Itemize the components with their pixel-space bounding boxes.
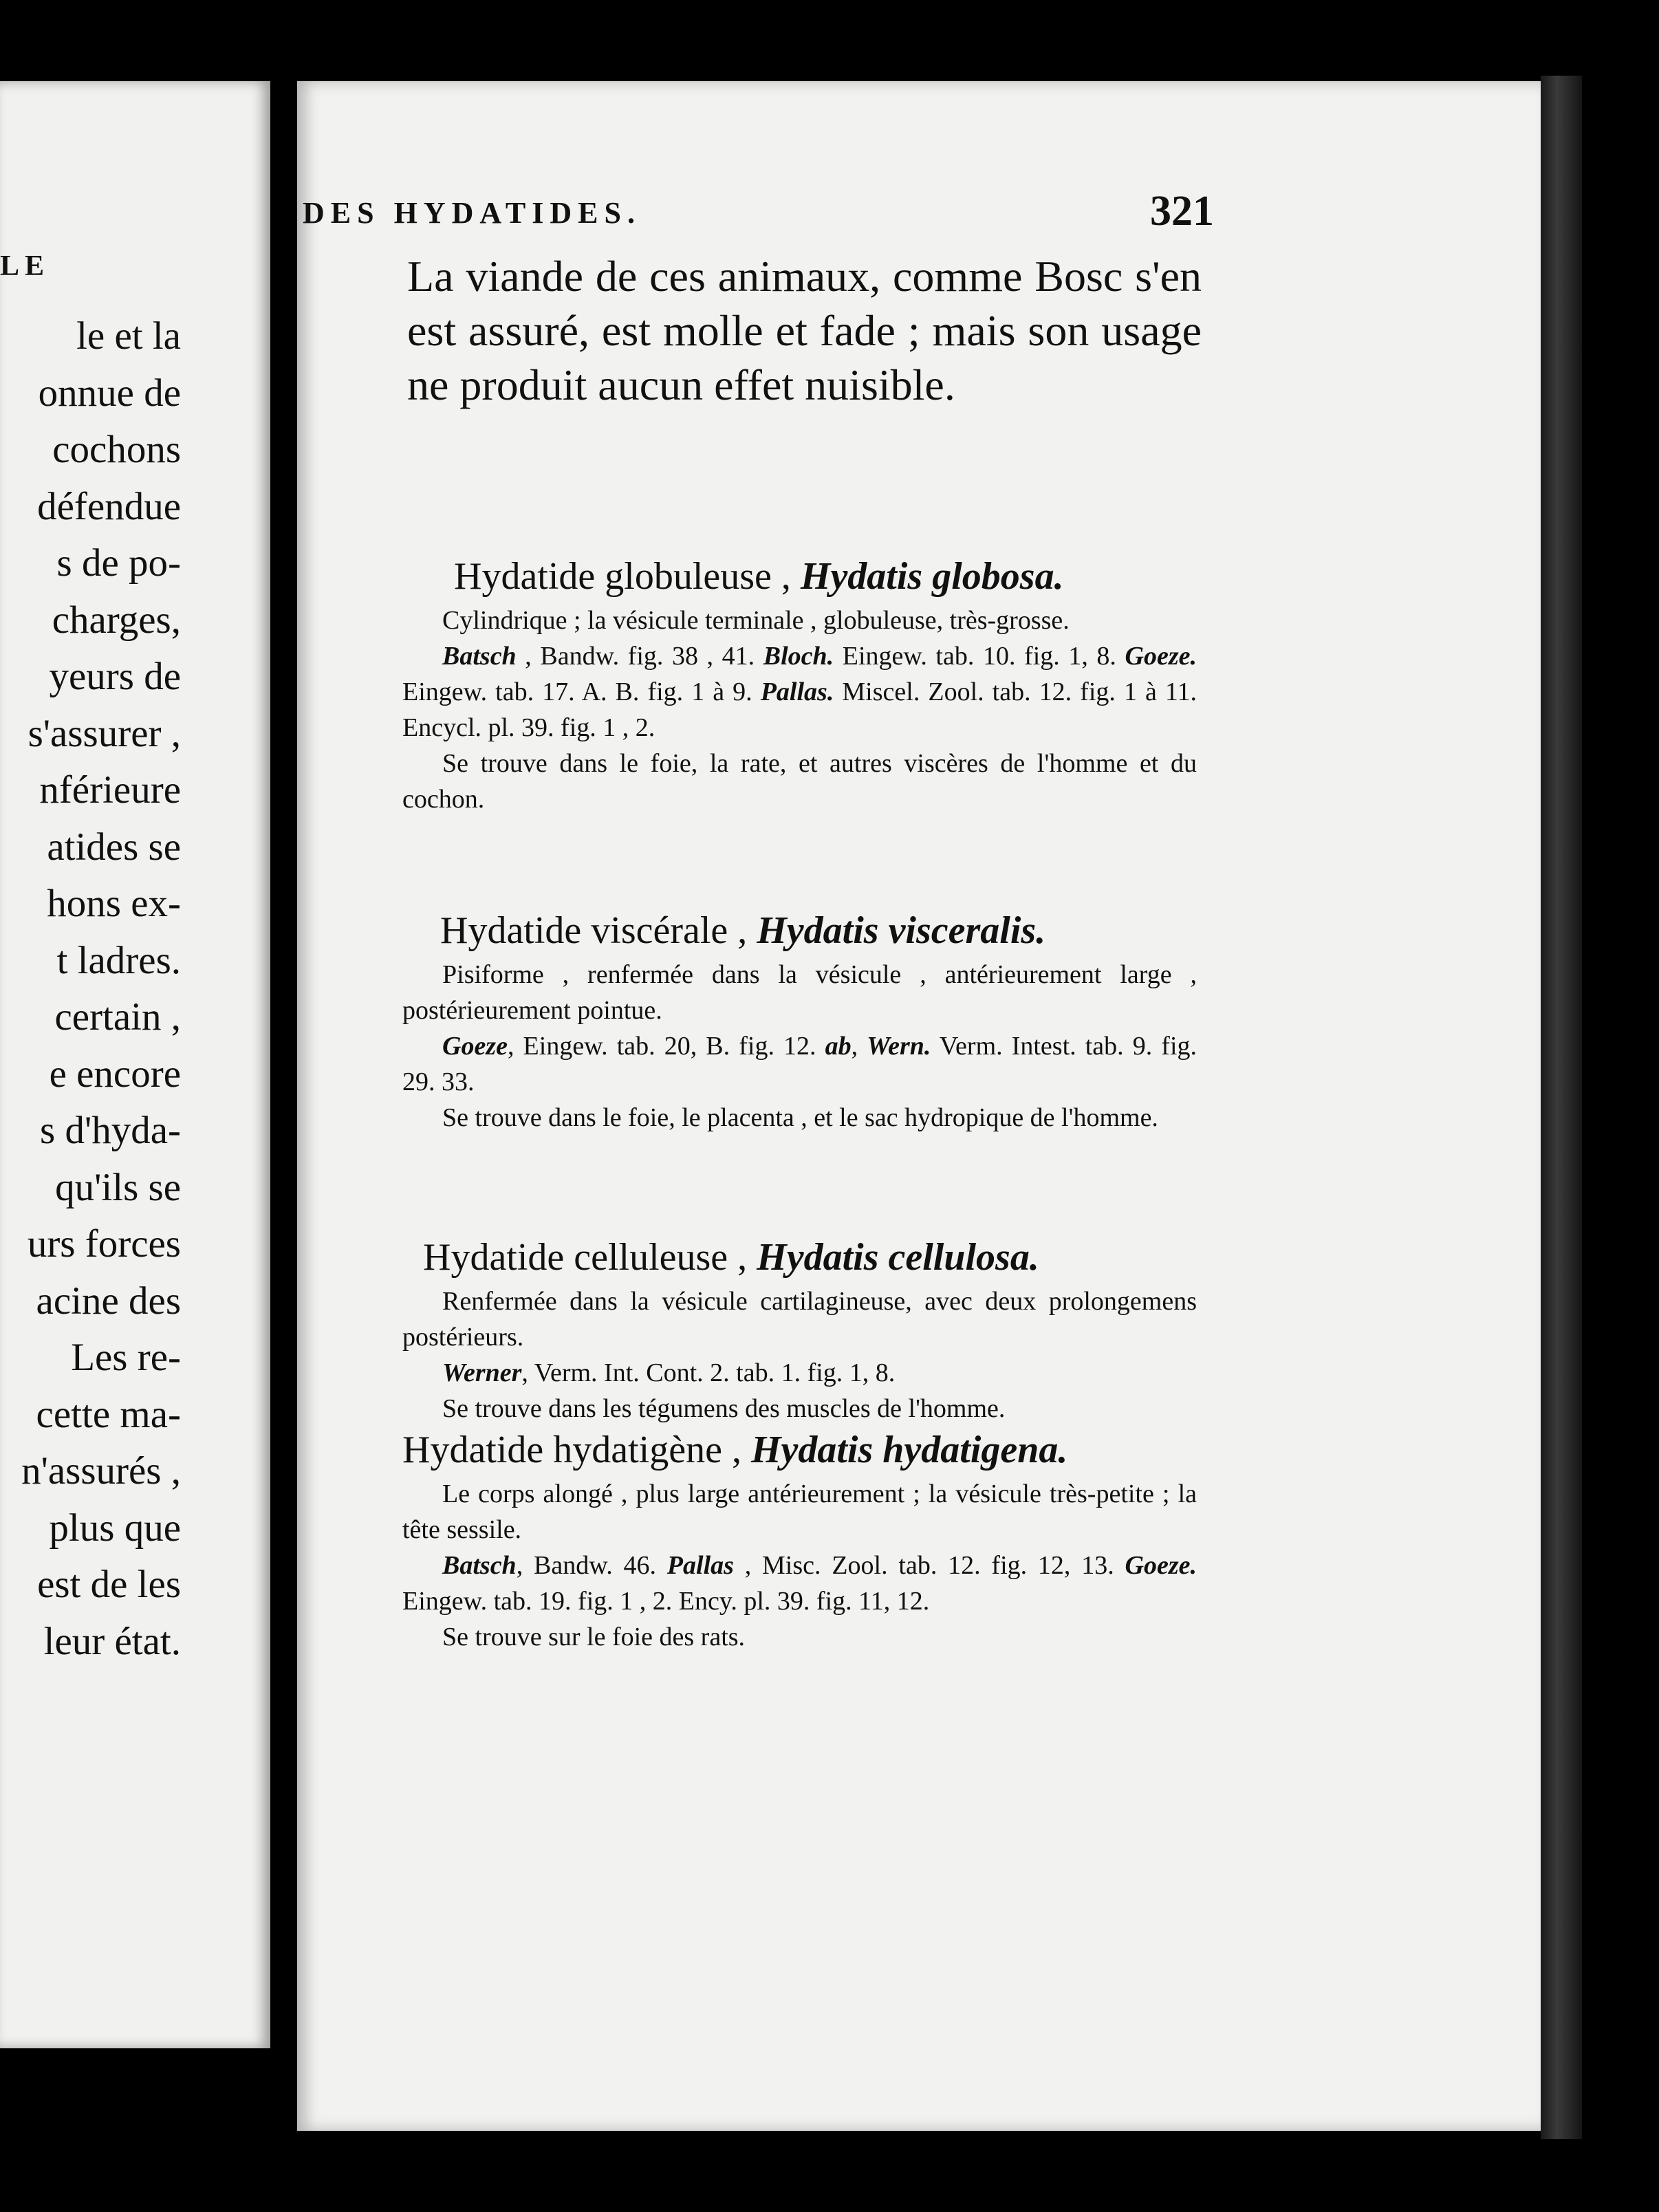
left-text-line: acine des [36,1279,181,1323]
left-text-line: cochons [52,428,181,471]
entry-description: Renfermée dans la vésicule cartilagineuse, avec deux prolongemens postérieurs. [402,1287,1197,1352]
running-title: DES HYDATIDES. [303,196,641,230]
left-text-line: t ladres. [56,938,181,982]
left-page [0,81,270,2048]
reference-author: Goeze [442,1032,508,1061]
entry-common-name: Hydatide hydatigène , [402,1429,751,1471]
reference-text: , Eingew. tab. 20, B. fig. 12. [507,1032,825,1061]
left-text-line: plus que [49,1506,181,1550]
reference-text: Verm. Intest. tab. 9. fig. 29. 33. [402,1032,1197,1096]
entry-title [402,1231,1197,1283]
entry-common-name: Hydatide globuleuse , [454,555,801,598]
entry-title [402,904,1197,957]
left-text-line: le et la [76,314,181,358]
reference-author: Batsch [442,642,517,671]
species-entry [402,550,1197,817]
reference-text: , Misc. Zool. tab. 12. fig. 12, 13. [733,1551,1125,1580]
species-entry [402,904,1197,1136]
reference-author: ab [825,1032,852,1061]
reference-author: Goeze. [1125,1551,1197,1580]
entry-description: Pisiforme , renfermée dans la vésicule , antérieurement large , postérieurement pointue. [402,960,1197,1025]
left-text-line: urs forces [27,1222,181,1266]
left-text-line: nférieure [39,768,181,812]
entry-latin-name: Hydatis globosa. [800,555,1064,598]
left-text-line: yeurs de [49,655,181,698]
reference-author: Goeze. [1125,642,1197,671]
left-text-line: défendue [37,484,181,528]
reference-text: , Verm. Int. Cont. 2. tab. 1. fig. 1, 8. [521,1358,896,1387]
reference-text: Eingew. tab. 19. fig. 1 , 2. Ency. pl. 39. fig. 11, 12. [402,1587,930,1616]
entry-habitat: Se trouve sur le foie des rats. [442,1623,746,1651]
entry-habitat: Se trouve dans le foie, le placenta , et le sac hydropique de l'homme. [442,1103,1158,1132]
reference-text: Eingew. tab. 17. A. B. fig. 1 à 9. [402,677,761,706]
running-head [303,187,1214,242]
entry-references [402,1355,1197,1391]
left-text-line: onnue de [38,371,181,415]
left-text-line: qu'ils se [55,1165,181,1209]
reference-author: Pallas. [760,677,834,706]
entry-latin-name: Hydatis cellulosa. [757,1236,1039,1279]
entry-references [402,638,1197,746]
entry-habitat: Se trouve dans le foie, la rate, et autres viscères de l'homme et du cochon. [402,749,1197,814]
left-text-line: certain , [54,995,181,1039]
left-text-line: est de les [37,1563,181,1606]
reference-text: Eingew. tab. 10. fig. 1, 8. [834,642,1125,671]
left-text-line: s d'hyda- [40,1109,181,1152]
left-text-line: Les re- [71,1336,181,1379]
left-running-head: LE [0,250,50,282]
left-text-column [0,308,181,1670]
entry-habitat: Se trouve dans les tégumens des muscles de l'homme. [442,1394,1006,1423]
intro-paragraph: La viande de ces animaux, comme Bosc s'en est assuré, est molle et fade ; mais son usage ne produit aucun effet nuisible. [407,252,1202,409]
left-text-line: s de po- [56,541,181,585]
species-entry [402,1424,1197,1655]
reference-author: Wern. [867,1032,931,1061]
reference-author: Bloch. [763,642,834,671]
species-entries [402,550,1197,1720]
entry-title [402,550,1197,603]
page-number: 321 [1150,188,1214,235]
entry-description: Cylindrique ; la vésicule terminale , globuleuse, très-grosse. [442,606,1070,635]
page-edge [1541,76,1582,2139]
species-entry [402,1231,1197,1427]
left-text-line: e encore [49,1052,181,1096]
entry-references [402,1028,1197,1100]
reference-text: , [851,1032,867,1061]
reference-text: , Bandw. fig. 38 , 41. [516,642,763,671]
left-text-line: s'assurer , [28,711,181,755]
entry-title [402,1424,1197,1476]
left-text-line: leur état. [43,1619,181,1663]
reference-text: Miscel. Zool. tab. 12. fig. 1 à 11. Encycl. pl. 39. fig. 1 , 2. [402,677,1197,742]
left-text-line: charges, [52,598,181,642]
entry-common-name: Hydatide viscérale , [440,909,757,952]
left-text-line: cette ma- [36,1392,181,1436]
left-text-line: n'assurés , [21,1449,181,1493]
entry-description: Le corps alongé , plus large antérieurement ; la vésicule très-petite ; la tête sessile. [402,1479,1197,1544]
entry-references [402,1548,1197,1619]
entry-common-name: Hydatide celluleuse , [423,1236,757,1279]
reference-author: Pallas [666,1551,734,1580]
left-text-line: hons ex- [47,882,181,925]
entry-latin-name: Hydatis visceralis. [757,909,1046,952]
reference-author: Batsch [442,1551,517,1580]
reference-text: , Bandw. 46. [516,1551,667,1580]
entry-latin-name: Hydatis hydatigena. [750,1429,1068,1471]
left-text-line: atides se [47,825,181,869]
reference-author: Werner [442,1358,522,1387]
